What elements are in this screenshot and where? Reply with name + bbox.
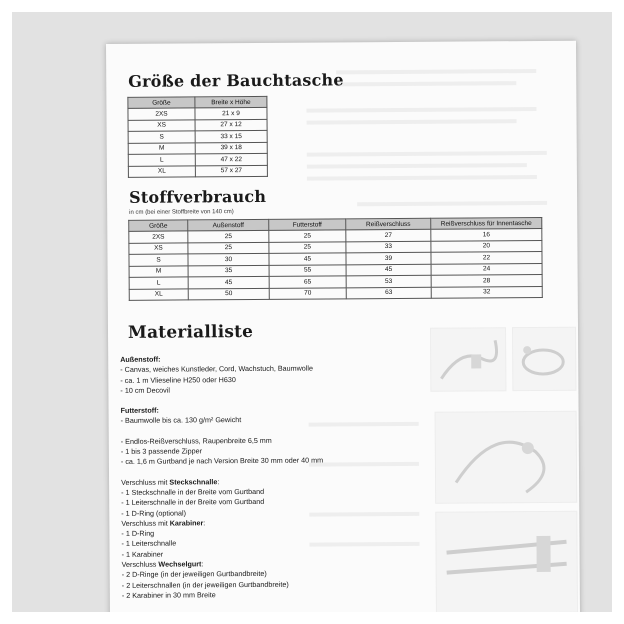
list-item: - Canvas, weiches Kunstleder, Cord, Wachstuch, Baumwolle — [120, 363, 313, 375]
list-item: - 2 D-Ringe (in der jeweiligen Gurtbandbreite) — [121, 569, 267, 580]
table-row — [128, 130, 267, 142]
list-item: - ca. 1,6 m Gurtband je nach Version Breite 30 mm oder 40 mm — [120, 455, 324, 467]
size-table-header: Größe — [128, 97, 195, 108]
table-cell: 24 — [431, 263, 542, 275]
closure-prefix: Verschluss mit — [121, 518, 170, 528]
closure-suffix: : — [217, 476, 220, 486]
fabric-table-header: Reißverschluss — [346, 218, 431, 230]
table-cell: 20 — [431, 240, 542, 252]
size-table-header: Breite x Höhe — [195, 96, 267, 108]
table-row — [128, 107, 267, 119]
table-cell: 2XS — [129, 231, 188, 243]
closure-type: Karabiner — [169, 518, 204, 528]
table-cell: 45 — [188, 276, 269, 288]
table-cell: 39 x 18 — [195, 142, 267, 154]
closure-prefix: Verschluss — [121, 559, 159, 569]
outer-fabric-heading: Außenstoff: — [120, 354, 161, 364]
lining-heading: Futterstoff: — [120, 405, 159, 416]
table-cell: 50 — [188, 288, 269, 300]
fabric-table — [128, 217, 543, 301]
show-through-photo — [435, 511, 578, 612]
materials-title: Materialliste — [127, 321, 254, 343]
table-cell: 25 — [188, 230, 269, 242]
table-cell: 22 — [431, 251, 542, 263]
show-through-line — [307, 163, 527, 169]
table-cell: 16 — [431, 228, 542, 240]
photo-background — [12, 12, 612, 612]
table-row — [128, 153, 267, 165]
table-cell: XS — [129, 242, 188, 254]
show-through-line — [336, 81, 516, 86]
show-through-line — [307, 151, 547, 157]
show-through-line — [307, 175, 537, 181]
show-through-line — [309, 512, 419, 517]
size-section-title: Größe der Bauchtasche — [128, 70, 344, 91]
table-cell: 28 — [431, 274, 542, 286]
table-cell: M — [129, 265, 188, 277]
table-cell: 27 x 12 — [195, 119, 267, 131]
table-cell: 63 — [346, 287, 431, 299]
table-cell: L — [129, 277, 188, 289]
table-cell: 25 — [188, 242, 269, 254]
table-cell: L — [128, 154, 195, 166]
list-item: - 1 bis 3 passende Zipper — [120, 446, 202, 456]
closure-type: Steckschnalle — [169, 476, 218, 487]
table-cell: S — [129, 254, 188, 266]
table-cell: XL — [129, 288, 188, 300]
closure-suffix: : — [203, 518, 206, 528]
table-cell: XS — [128, 119, 195, 131]
table-row — [128, 119, 267, 131]
fabric-table-header: Futterstoff — [269, 219, 346, 231]
table-cell: 39 — [346, 252, 431, 264]
fabric-table-header: Außenstoff — [188, 219, 269, 231]
table-cell: 70 — [269, 287, 346, 299]
list-item: - 2 Karabiner in 30 mm Breite — [121, 590, 216, 600]
list-item: - Baumwolle bis ca. 130 g/m² Gewicht — [120, 415, 242, 426]
show-through-photo — [512, 327, 576, 391]
table-cell: 47 x 22 — [195, 153, 267, 165]
table-cell: 25 — [269, 241, 346, 253]
show-through-line — [306, 107, 536, 113]
size-table — [127, 96, 268, 178]
table-row — [129, 286, 542, 300]
table-cell: M — [128, 142, 195, 154]
closure-suffix: : — [201, 559, 204, 569]
table-cell: 21 x 9 — [195, 107, 267, 119]
table-cell: 25 — [269, 230, 346, 242]
show-through-photo — [430, 327, 506, 392]
table-cell: 45 — [269, 253, 346, 265]
table-cell: 45 — [346, 264, 431, 276]
table-cell: XL — [128, 165, 195, 177]
closure-prefix: Verschluss mit — [121, 477, 170, 487]
show-through-line — [307, 119, 517, 124]
table-cell: S — [128, 131, 195, 143]
list-item: - ca. 1 m Vlieseline H250 oder H630 — [120, 374, 236, 385]
table-cell: 35 — [188, 265, 269, 277]
table-cell: 32 — [431, 286, 542, 298]
show-through-line — [309, 462, 419, 467]
closure-type: Wechselgurt — [158, 559, 202, 569]
show-through-line — [309, 422, 419, 427]
table-cell: 30 — [188, 253, 269, 265]
list-item: - 1 Karabiner — [121, 549, 164, 559]
table-row — [128, 142, 267, 154]
list-item: - 10 cm Decovil — [120, 385, 170, 395]
table-row — [128, 165, 267, 177]
table-cell: 2XS — [128, 108, 195, 120]
list-item: - 1 Leiterschnalle — [121, 538, 177, 549]
list-item: - 1 D-Ring (optional) — [121, 508, 187, 518]
table-cell: 33 — [346, 241, 431, 253]
show-through-line — [357, 201, 547, 206]
table-cell: 33 x 15 — [195, 130, 267, 142]
fabric-section-title: Stoffverbrauch — [129, 186, 267, 207]
fabric-section-subtitle: in cm (bei einer Stoffbreite von 140 cm) — [129, 209, 234, 216]
table-cell: 27 — [346, 229, 431, 241]
document-page — [106, 41, 580, 612]
table-cell: 53 — [346, 275, 431, 287]
show-through-line — [336, 69, 536, 74]
table-cell: 57 x 27 — [195, 165, 267, 177]
list-item: - 2 Leiterschnallen (in der jeweiligen Gurtbandbreite) — [121, 579, 289, 590]
list-item: - 1 Steckschnalle in der Breite vom Gurtband — [121, 486, 265, 497]
fabric-table-header: Größe — [129, 220, 188, 231]
table-cell: 55 — [269, 264, 346, 276]
materials-list — [120, 353, 324, 601]
show-through-photo — [435, 411, 578, 504]
table-cell: 65 — [269, 276, 346, 288]
fabric-table-header: Reißverschluss für Innentasche — [431, 217, 542, 229]
list-item: - 1 Leiterschnalle in der Breite vom Gurtband — [121, 497, 265, 508]
list-item: - Endlos-Reißverschluss, Raupenbreite 6,5 mm — [120, 435, 272, 446]
list-item: - 1 D-Ring — [121, 528, 155, 539]
show-through-line — [309, 542, 419, 547]
